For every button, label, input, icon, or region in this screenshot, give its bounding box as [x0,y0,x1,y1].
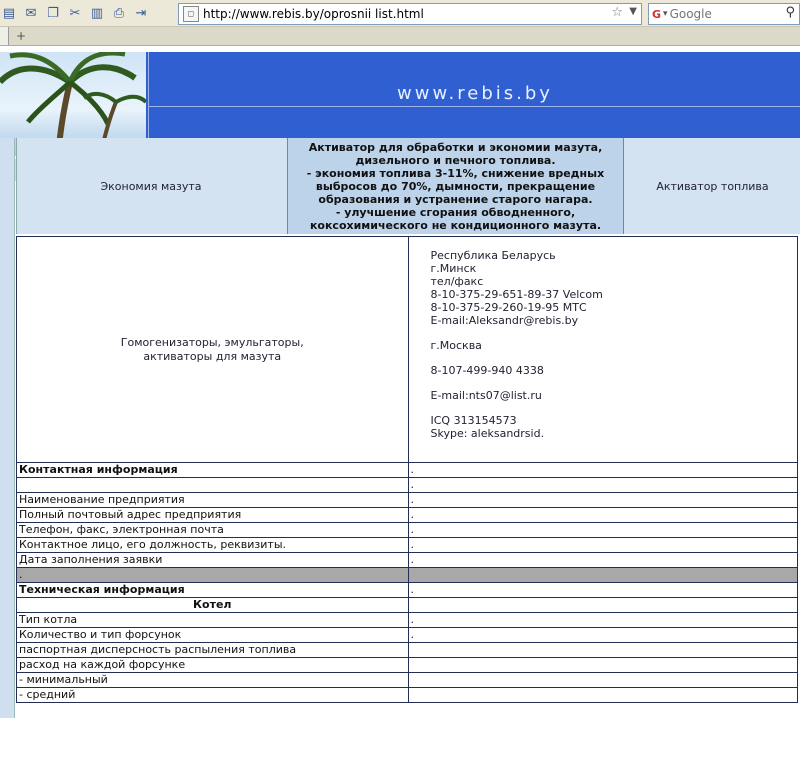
answer-cell[interactable]: . [408,628,798,643]
answer-cell[interactable]: . [408,493,798,508]
toolbar-icons [0,4,150,22]
answer-cell[interactable] [408,673,798,688]
products-line: активаторы для мазута [143,349,282,363]
answer-cell[interactable]: . [408,538,798,553]
separator-row [17,568,798,583]
fuel-activator-link[interactable]: Активатор топлива [656,179,769,193]
description-line: - экономия топлива 3-11%, снижение вредных [306,166,605,180]
table-row [17,643,798,658]
answer-cell[interactable] [408,598,798,613]
copy-icon[interactable]: ❐ [47,5,59,21]
description-line: - улучшение сгорания обводненного, [335,205,576,219]
table-row [17,583,798,598]
table-row [17,478,798,493]
left-side-bar [0,138,15,718]
answer-cell[interactable]: . [408,478,798,493]
description-line: образования и устранение старого нагара. [318,192,593,206]
answer-cell[interactable]: . [408,583,798,598]
google-icon[interactable]: G [652,7,662,21]
tech-section-header: Техническая информация [17,583,409,598]
search-engine-dropdown-icon[interactable]: ▾ [663,9,668,19]
label-cell: Дата заполнения заявки [17,553,409,568]
contact-line: г.Москва [430,339,482,352]
browser-toolbar [0,0,800,27]
label-cell [17,478,409,493]
page-icon: ◻ [183,6,199,22]
activator-description [287,138,624,234]
label-cell: Полный почтовый адрес предприятия [17,508,409,523]
paste-icon[interactable]: ▥ [90,5,104,21]
tab-current[interactable] [0,27,9,45]
contact-line: 8-107-499-940 4338 [430,364,544,377]
label-cell: Тип котла [17,613,409,628]
contact-line: тел/факс [430,275,484,288]
tab-bar [0,27,800,46]
info-row [17,237,798,463]
boiler-subheader: Котел [17,598,409,613]
table-row [17,658,798,673]
label-cell: - минимальный [17,673,409,688]
answer-cell[interactable]: . [408,463,798,478]
top-cards [16,138,800,234]
table-row [17,538,798,553]
address-bar[interactable] [178,3,642,25]
questionnaire-table [16,236,798,703]
table-row [17,463,798,478]
print-preview-icon[interactable]: ▤ [2,5,16,21]
table-row [17,523,798,538]
answer-cell[interactable]: . [408,508,798,523]
answer-cell[interactable] [408,658,798,673]
contact-line: Республика Беларусь [430,249,556,262]
contact-line: 8-10-375-29-651-89-37 Velcom [430,288,603,301]
description-line: дизельного и печного топлива. [355,153,556,167]
label-cell: расход на каждой форсунке [17,658,409,673]
new-tab-button[interactable]: + [15,29,27,43]
label-cell: паспортная дисперсность распыления топлива [17,643,409,658]
table-row [17,553,798,568]
contact-email[interactable]: E-mail:Aleksandr@rebis.by [430,314,579,327]
send-page-icon[interactable]: ⇥ [135,5,147,21]
contact-line: ICQ 313154573 [430,414,517,427]
contact-line: Skype: aleksandrsid. [430,427,545,440]
description-line: коксохимического не кондиционного мазута. [309,218,602,232]
description-line: Активатор для обработки и экономии мазута, [308,140,603,154]
contact-details [411,237,796,440]
contact-section-header: Контактная информация [17,463,409,478]
label-cell: Контактное лицо, его должность, реквизиты. [17,538,409,553]
table-row [17,613,798,628]
answer-cell[interactable]: . [408,553,798,568]
contacts-cell [408,237,798,463]
cut-icon[interactable]: ✂ [69,5,81,21]
contact-email[interactable]: E-mail:nts07@list.ru [430,389,542,402]
table-row [17,628,798,643]
email-icon[interactable]: ✉ [25,5,37,21]
search-icon[interactable]: ⚲ [785,5,795,20]
products-line: Гомогенизаторы, эмульгаторы, [120,335,304,349]
bookmark-star-icon[interactable]: ☆ [611,5,623,20]
products-text [19,237,406,462]
label-cell: Наименование предприятия [17,493,409,508]
table-row [17,598,798,613]
label-cell: Телефон, факс, электронная почта [17,523,409,538]
contact-line: г.Минск [430,262,477,275]
label-cell: Количество и тип форсунок [17,628,409,643]
separator-cell: . [17,568,409,583]
site-title-area [148,52,800,107]
answer-cell[interactable] [408,643,798,658]
description-line: выбросов до 70%, дымности, прекращение [315,179,596,193]
separator-cell [408,568,798,583]
answer-cell[interactable] [408,688,798,703]
site-title: www.rebis.by [397,83,553,104]
products-cell [17,237,409,463]
table-row [17,688,798,703]
search-bar[interactable] [648,3,800,25]
answer-cell[interactable]: . [408,523,798,538]
contact-line: 8-10-375-29-260-19-95 МТС [430,301,587,314]
label-cell: - средний [17,688,409,703]
url-input[interactable] [203,6,603,22]
fuel-saving-link[interactable]: Экономия мазута [100,179,202,193]
table-row [17,673,798,688]
search-input[interactable] [670,7,766,21]
print-icon[interactable]: ⎙ [113,5,125,21]
url-dropdown-icon[interactable]: ▼ [629,6,637,17]
answer-cell[interactable]: . [408,613,798,628]
table-row [17,493,798,508]
table-row [17,508,798,523]
